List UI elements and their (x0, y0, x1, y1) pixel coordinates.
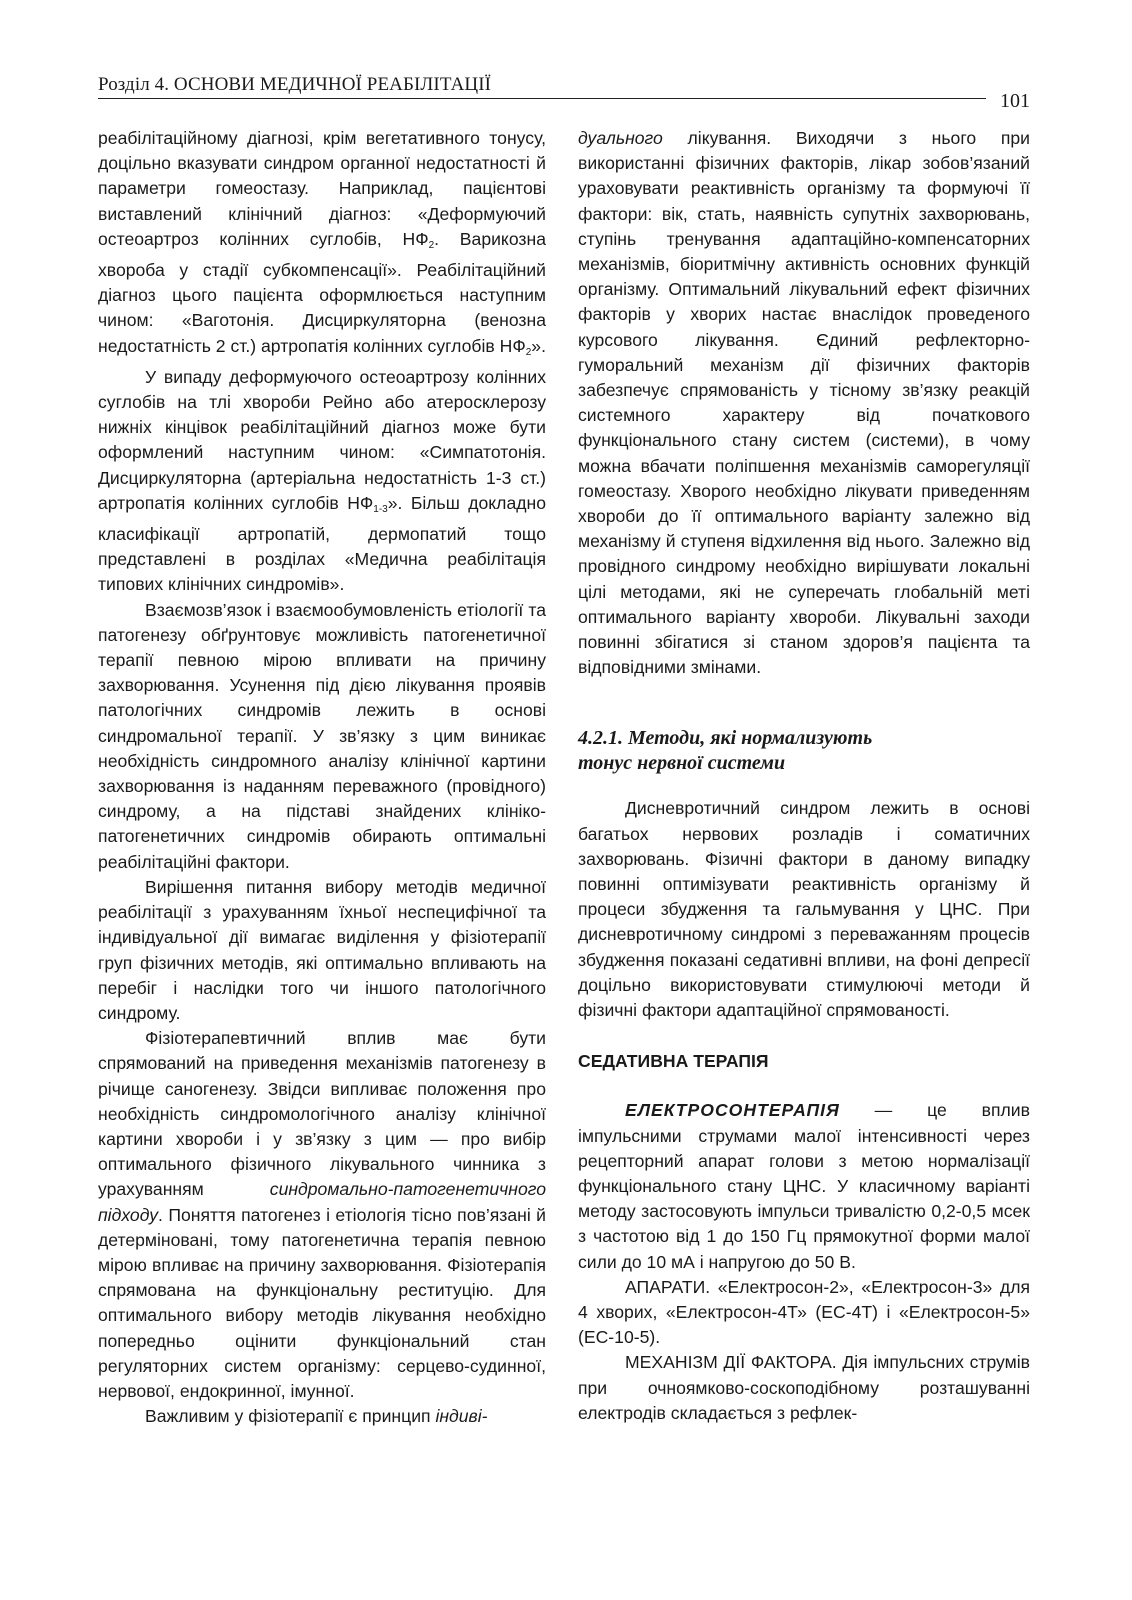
paragraph: Вирішення питання вибору методів медичної реабілітації з урахуванням їхньої неспецифічної та індивідуальної дії вимагає виділення у фізіотерапії груп фізичних методів, які оптимально впливають на перебіг і наслідки того чи іншого патологічного синдрому. (98, 876, 546, 1023)
paragraph: АПАРАТИ. «Електросон-2», «Електросон-3» для 4 хворих, «Електросон-4Т» (ЕС-4Т) і «Електросон-5» (ЕС-10-5). (578, 1276, 1030, 1348)
section-heading: 4.2.1. Методи, які нормализують тонус нервної системи (578, 727, 873, 775)
spacer (578, 1023, 1030, 1049)
paragraph: У випаду деформуючого остеоартрозу колінних суглобів на тлі хвороби Рейно або атеросклерозу нижніх кінцівок реабілітаційний діагноз може бути оформлений наступним чином: «Симпатотонія. Дисциркуляторна (артеріальна недостатність 1-3 ст.) артропатія колінних суглобів $НФ_{1-3}$». Більш докладно класифікації артропатій, дермопатий тощо представлені в розділах «Медична реабілітація типових клінічних синдромів». (98, 366, 546, 595)
paragraph: МЕХАНІЗМ ДІЇ ФАКТОРА. Дія імпульсних струмів при очноямково-соскоподібному розташуванні електродів складається з рефлек- (578, 1352, 1030, 1423)
paragraph: Фізіотерапевтичний вплив має бути спрямований на приведення механізмів патогенезу в річище саногенезу. Звідси випливає положення про необхідність синдромологічного аналізу клінічної картини хвороби і у зв’язку з цим — про вибір оптимального фізичного лікувального чинника з урахуванням синдромально-патогенетичного підходу. Поняття патогенез і етіологія тісно пов’язані й детерміновані, тому патогенетична терапія певною мірою впливає на причину захворювання. Фізіотерапія спрямована на функціональну реституцію. Для оптимального вибору методів лікування необхідно попередньо оцінити функціональний стан регуляторних систем організму: серцево-судинної, нервової, ендокринної, імунної. (98, 1028, 546, 1401)
paragraph: реабілітаційному діагнозі, крім вегетативного тонусу, доцільно вказувати синдром органної недостатності й параметри гомеостазу. Наприклад, пацієнтові виставлений клінічний діагноз: «Деформуючий остеоартроз колінних суглобів, $НФ_2$. Варикозна хвороба у стадії субкомпенсації». Реабілітаційний діагноз цього пацієнта оформлюється наступним чином: «Ваготонія. Дисциркуляторна (венозна недостатність 2 ст.) артропатія колінних суглобів $НФ_2$». (98, 128, 546, 358)
paragraph: ЕЛЕКТРОСОНТЕРАПІЯ — це вплив імпульсними струмами малої інтенсивності через рецепторний апарат голови з метою нормалізації функціонального стану ЦНС. У класичному варіанті методу застосовують імпульси тривалістю 0,2-0,5 мсек з частотою від 1 до 150 Гц прямокутної форми малої сили до 10 мА і напругою до 50 В. (578, 1100, 1030, 1272)
paragraph: дуального лікування. Виходячи з нього при використанні фізичних факторів, лікар зобов’язаний ураховувати реактивність організму та формуючі її фактори: вік, стать, наявність супутніх захворювань, ступінь тренування адаптаційно-компенсаторних механізмів, біоритмічну активність основних функцій організму. Оптимальний лікувальний ефект фізичних факторів у хворих настає внаслідок проведеного курсового лікування. Єдиний рефлекторно-гуморальний механізм дії фізичних факторів забезпечує спрямованість у тісному зв’язку реакцій системного характеру від початкового функціонального стану систем (системи), в чому можна вбачати поліпшення механізмів саморегуляції гомеостазу. Хворого необхідно лікувати приведенням хвороби до її оптимального варіанту залежно від механізму й ступеня відхилення від нього. Залежно від провідного синдрому необхідно вирішувати локальні цілі методами, які не суперечать глобальній меті оптимального варіанту хвороби. Лікувальні заходи повинні збігатися зі станом здоров’я пацієнта та відповідними змінами. (578, 128, 1030, 678)
chapter-title: Розділ 4. ОСНОВИ МЕДИЧНОЇ РЕАБІЛІТАЦІЇ (98, 74, 492, 95)
running-header (98, 74, 1030, 110)
spacer (578, 776, 1030, 796)
paragraph: Дисневротичний синдром лежить в основі багатьох нервових розладів і соматичних захворювань. Фізичні фактори в даному випадку повинні оптимізувати реактивність організму й процеси збудження та гальмування у ЦНС. При дисневротичному синдромі з переважанням процесів збудження показані седативні впливи, на фоні депресії доцільно використовувати стимулюючі методи й фізичні фактори адаптаційної спрямованості. (578, 798, 1030, 1021)
paragraph: Взаємозв’язок і взаємообумовленість етіології та патогенезу обґрунтовує можливість патогенетичної терапії певною мірою впливати на причину захворювання. Усунення під дією лікування проявів патологічних синдромів лежить в основі синдромальної терапії. У зв’язку з цим виникає необхідність синдромного аналізу клінічної картини захворювання із наданням переважного (провідного) синдрому, а на підставі знайдених клініко-патогенетичних синдромів обирають оптимальні реабілітаційні фактори. (98, 599, 546, 872)
caps-heading: СЕДАТИВНА ТЕРАПІЯ (578, 1051, 769, 1072)
page-number: 101 (1000, 90, 1030, 112)
spacer (578, 680, 1030, 726)
left-column (98, 126, 546, 1429)
spacer (578, 1074, 1030, 1098)
paragraph: Важливим у фізіотерапії є принцип індиві- (145, 1406, 488, 1427)
header-rule (98, 98, 986, 99)
right-column (578, 126, 1030, 1426)
